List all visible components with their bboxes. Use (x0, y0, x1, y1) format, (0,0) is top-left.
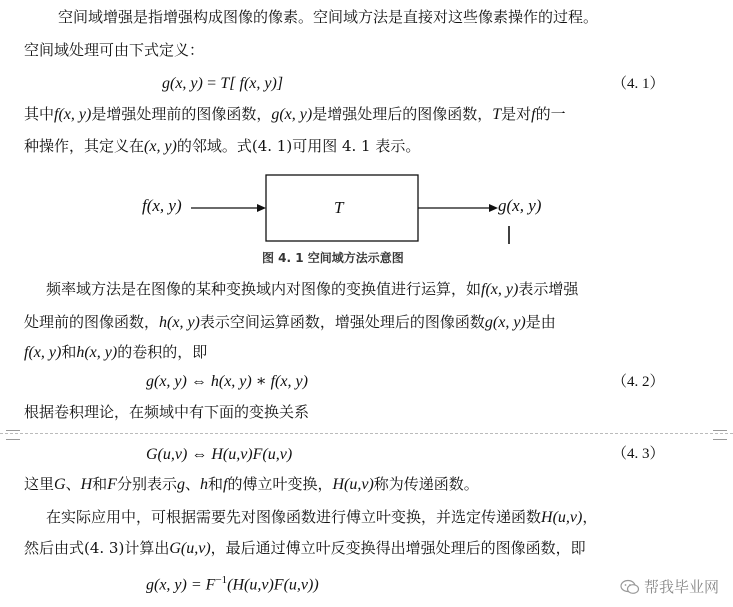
page-break-mark-left (6, 430, 20, 440)
p2-T: T (492, 106, 502, 123)
p6-text-l2b: ，最后通过傅立叶反变换得出增强处理后的图像函数，即 (210, 539, 586, 557)
p5-and2: 和 (207, 475, 223, 493)
p5-Huv: H(u,v) (332, 476, 374, 493)
p5-g: g (176, 476, 185, 493)
p5-H: H (80, 476, 93, 493)
p5-f: f (223, 476, 228, 493)
paragraph-6-line-1 (46, 507, 597, 528)
p3-text-l3a: 和 (61, 343, 77, 361)
p2-xy: (x, y) (144, 138, 177, 155)
p6-Guv: G(u,v) (169, 540, 211, 557)
paragraph-5-line-1 (24, 474, 479, 495)
p2-fxy: f(x, y) (54, 106, 92, 123)
eq41-lhs: g(x, y) (162, 75, 203, 92)
p2-text-a: 其中 (24, 105, 55, 123)
eq43-expression: G(u,v) ⇔ H(u,v)F(u,v) (146, 446, 293, 463)
page-break (0, 430, 733, 438)
equation-4-2 (146, 370, 308, 393)
eq41-inner: [ f(x, y)] (229, 75, 284, 92)
p5-text-d: 称为传递函数。 (373, 475, 479, 493)
equation-4-3 (146, 443, 292, 466)
p5-sep2: 、 (184, 475, 200, 493)
paragraph-3-line-3 (24, 342, 207, 363)
p2-text-b: 是增强处理前的图像函数， (91, 105, 272, 123)
wechat-icon (620, 579, 640, 595)
p2-text-c: 是增强处理后的图像函数， (312, 105, 493, 123)
watermark-text: 帮我毕业网 (643, 578, 719, 596)
p6-Huv: H(u,v) (541, 509, 583, 526)
p5-text-a: 这里 (24, 475, 55, 493)
equation-4-4 (146, 569, 319, 597)
paragraph-1-line-2: 空间域处理可由下式定义： (24, 41, 205, 59)
p3-hxy: h(x, y) (159, 314, 200, 331)
equation-number-4-3: （4. 3） (612, 446, 665, 462)
p3-fxy: f(x, y) (481, 281, 519, 298)
p5-and1: 和 (92, 475, 108, 493)
paragraph-4-line-1: 根据卷积理论，在频域中有下面的变换关系 (24, 403, 310, 421)
figure-diagram-svg (0, 0, 733, 260)
eq44-sup: −1 (215, 574, 228, 586)
p2-text-d: 是对 (501, 105, 532, 123)
diagram-box-label: T (334, 198, 344, 217)
paragraph-6-line-2 (24, 538, 586, 559)
p3-text-l3b: 的卷积的，即 (117, 343, 208, 361)
eq41-eqsign: = (207, 75, 217, 92)
p3-text-l2a: 处理前的图像函数， (24, 313, 160, 331)
diagram-input-label: f(x, y) (142, 196, 182, 215)
p6-text-l2a: 然后由式(4. 3)计算出 (24, 539, 170, 557)
p2-gxy: g(x, y) (271, 106, 313, 123)
p5-text-b: 分别表示 (116, 475, 177, 493)
p3-text-l2b: 表示空间运算函数，增强处理后的图像函数 (199, 313, 485, 331)
p3-fxy-2: f(x, y) (24, 344, 62, 361)
diagram-output-label: g(x, y) (498, 196, 542, 215)
input-arrow-head (257, 204, 266, 212)
p5-text-c: 的傅立叶变换， (227, 475, 333, 493)
paragraph-3-line-2 (24, 312, 556, 333)
p5-G: G (54, 476, 66, 493)
output-arrow-head (489, 204, 498, 212)
p5-h: h (199, 476, 208, 493)
p6-text-a: 在实际应用中，可根据需要先对图像函数进行傅立叶变换，并选定传递函数 (46, 508, 542, 526)
equation-number-4-2: （4. 2） (612, 374, 665, 390)
p6-text-b: ， (582, 508, 598, 526)
p3-hxy-2: h(x, y) (76, 344, 118, 361)
eq44-text-b: (H(u,v)F(u,v)) (227, 576, 319, 594)
p3-text-l2c: 是由 (525, 313, 556, 331)
paragraph-3-line-1 (46, 279, 578, 300)
watermark (620, 577, 719, 597)
paragraph-1-line-1: 空间域增强是指增强构成图像的像素。空间域方法是直接对这些像素操作的过程。 (58, 8, 599, 26)
eq42-expression: g(x, y) ⇔ h(x, y) ∗ f(x, y) (146, 373, 308, 390)
p2-text-e: 的一 (535, 105, 566, 123)
p3-text-b: 表示增强 (518, 280, 579, 298)
figure-caption: 图 4. 1 空间域方法示意图 (262, 251, 404, 265)
p2-text-l2b: 的邻域。式(4. 1)可用图 4. 1 表示。 (176, 137, 421, 155)
page-break-rule (0, 433, 733, 434)
eq41-T: T (220, 75, 230, 92)
eq44-text-a: g(x, y) = F (146, 576, 216, 594)
p5-F: F (107, 476, 117, 493)
p2-text-l2a: 种操作，其定义在 (24, 137, 145, 155)
p5-sep1: 、 (65, 475, 81, 493)
page-break-mark-right (713, 430, 727, 440)
p3-text-a: 频率域方法是在图像的某种变换域内对图像的变换值进行运算，如 (46, 280, 482, 298)
equation-number-4-1: （4. 1） (612, 76, 665, 92)
p3-gxy: g(x, y) (484, 314, 526, 331)
p2-f: f (531, 106, 536, 123)
